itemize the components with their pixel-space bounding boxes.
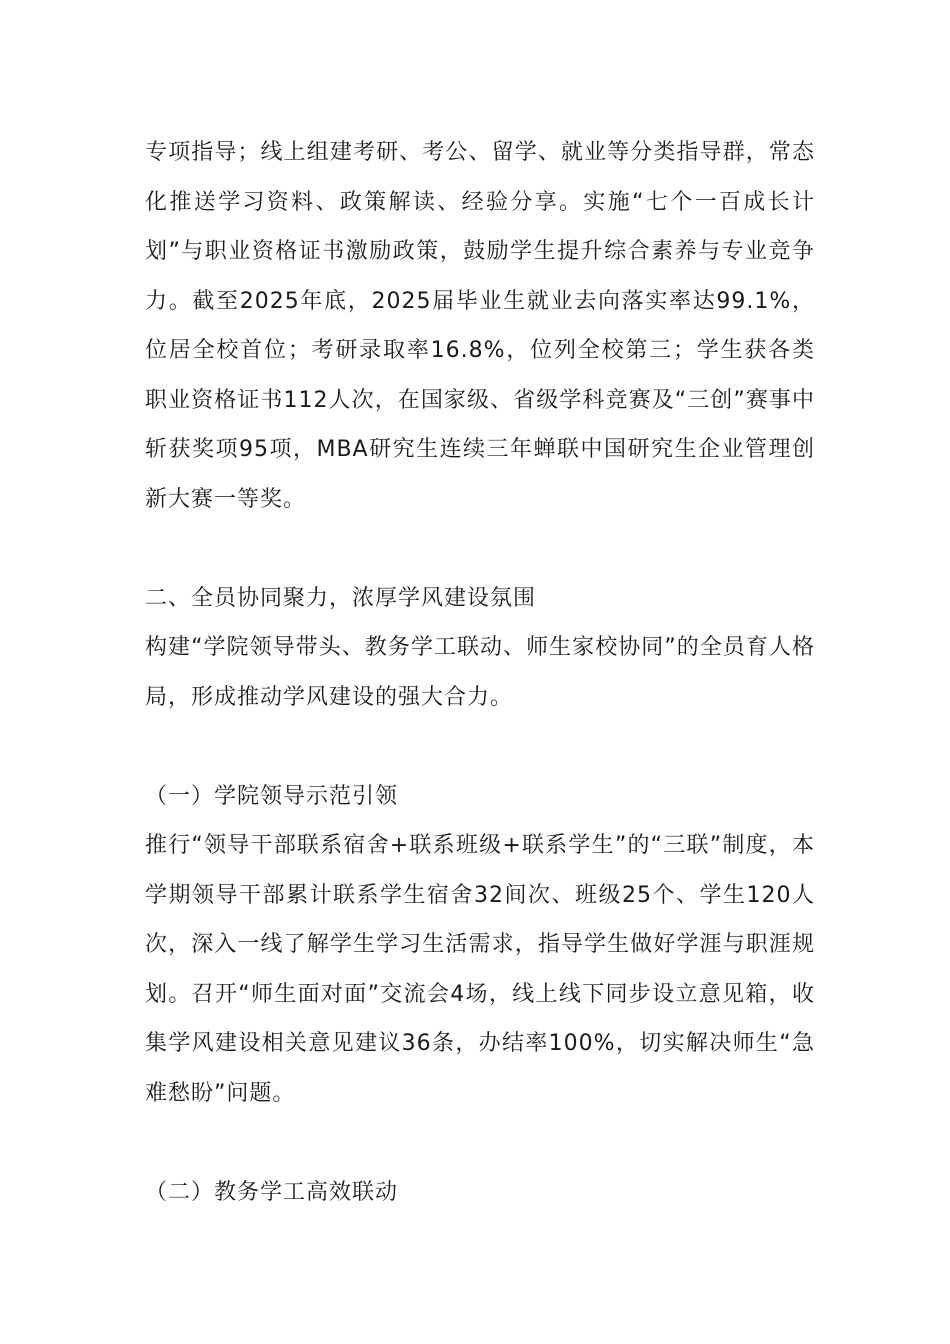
document-body xyxy=(145,128,815,1217)
paragraph-spacer xyxy=(145,1118,815,1168)
section-2-intro: 构建“学院领导带头、教务学工联动、师生家校协同”的全员育人格局，形成推动学风建设的强大合力。 xyxy=(145,635,815,710)
subsection-1-body: 推行“领导干部联系宿舍+联系班级+联系学生”的“三联”制度，本学期领导干部累计联系学生宿舍32间次、班级25个、学生120人次，深入一线了解学生学习生活需求，指导学生做好学涯与职涯规划。召开“师生面对面”交流会4场，线上线下同步设立意见箱，收集学风建设相关意见建议36条，办结率100%，切实解决师生“急难愁盼”问题。 xyxy=(145,833,815,1106)
section-heading-2: 二、全员协同聚力，浓厚学风建设氛围 xyxy=(145,585,537,611)
paragraph-career-guidance: 专项指导；线上组建考研、考公、留学、就业等分类指导群，常态化推送学习资料、政策解读、经验分享。实施“七个一百成长计划”与职业资格证书激励政策，鼓励学生提升综合素养与专业竞争力。截至2025年底，2025届毕业生就业去向落实率达99.1%，位居全校首位；考研录取率16.8%，位列全校第三；学生获各类职业资格证书112人次，在国家级、省级学科竞赛及“三创”赛事中斩获奖项95项，MBA研究生连续三年蝉联中国研究生企业管理创新大赛一等奖。 xyxy=(145,140,815,512)
subsection-heading-2: （二）教务学工高效联动 xyxy=(145,1179,399,1205)
paragraph-spacer xyxy=(145,722,815,772)
subsection-heading-1: （一）学院领导示范引领 xyxy=(145,783,399,809)
paragraph-spacer xyxy=(145,524,815,574)
